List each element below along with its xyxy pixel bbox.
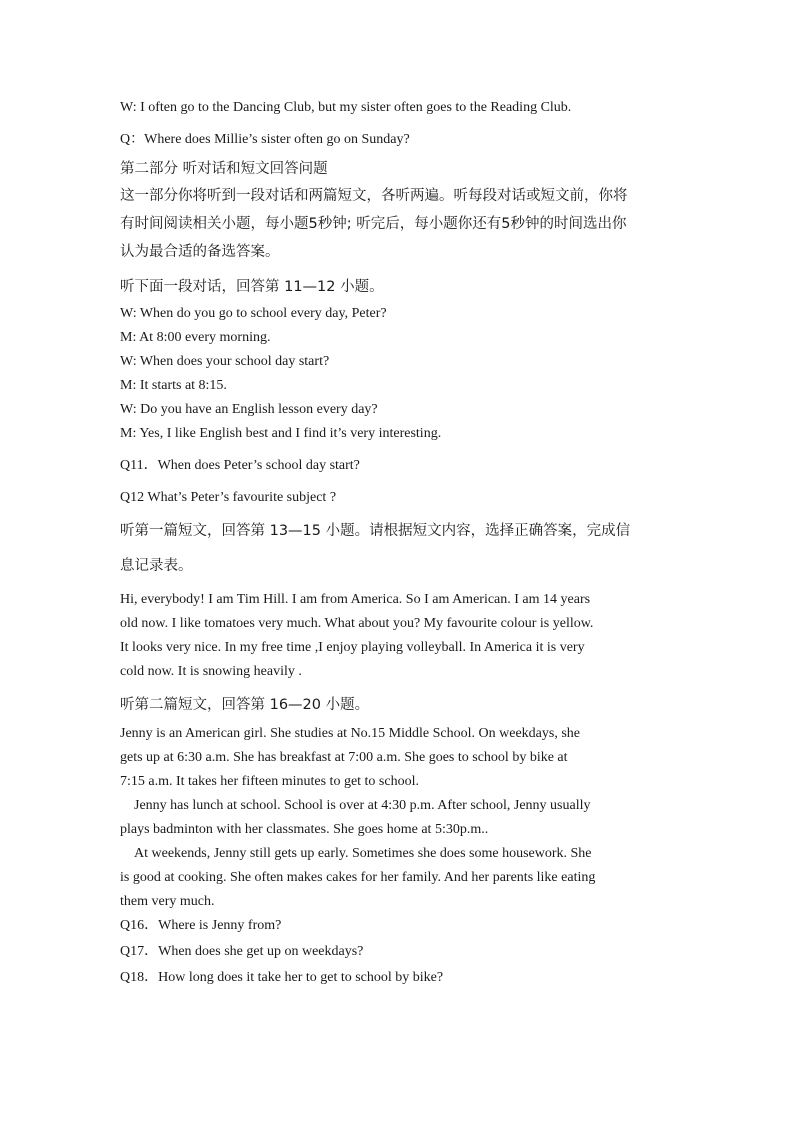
passage2-line: Jenny has lunch at school. School is over at 4:30 p.m. After school, Jenny usually — [134, 798, 591, 813]
part2-instructions — [120, 182, 680, 266]
question-17: Q17．When does she get up on weekdays? — [120, 944, 364, 959]
dialogue-heading: 听下面一段对话，回答第 11—12 小题。 — [120, 279, 384, 295]
passage2-line: 7:15 a.m. It takes her fifteen minutes to get to school. — [120, 774, 419, 789]
question-18: Q18．How long does it take her to get to school by bike? — [120, 970, 444, 985]
exam-page — [120, 96, 680, 990]
dialogue-line: M: It starts at 8:15. — [120, 378, 227, 393]
passage2-line: At weekends, Jenny still gets up early. Sometimes she does some housework. She — [134, 846, 592, 861]
passage2-line: is good at cooking. She often makes cakes for her family. And her parents like eating — [120, 870, 596, 885]
passage1-heading-cont: 息记录表。 — [120, 558, 193, 574]
passage2-line: gets up at 6:30 a.m. She has breakfast at 7:00 a.m. She goes to school by bike at — [120, 750, 568, 765]
dialogue-line: M: Yes, I like English best and I find it’s very interesting. — [120, 426, 442, 441]
instruction-line: 有时间阅读相关小题，每小题5秒钟; 听完后，每小题你还有5秒钟的时间选出你 — [120, 216, 627, 232]
passage1-text — [120, 588, 680, 684]
question-16: Q16．Where is Jenny from? — [120, 918, 282, 933]
passage2-line: plays badminton with her classmates. She goes home at 5:30p.m.. — [120, 822, 489, 837]
instruction-line: 认为最合适的备选答案。 — [120, 244, 280, 260]
dialogue-lines — [120, 302, 680, 446]
dialogue-line: W: When does your school day start? — [120, 354, 330, 369]
dialogue-line: W: When do you go to school every day, Peter? — [120, 306, 387, 321]
passage1-line: old now. I like tomatoes very much. What about you? My favourite colour is yellow. — [120, 616, 594, 631]
passage2-text — [120, 722, 680, 914]
passage2-questions — [120, 914, 680, 990]
passage1-heading: 听第一篇短文，回答第 13—15 小题。请根据短文内容，选择正确答案，完成信 — [120, 523, 631, 539]
passage1-line: Hi, everybody! I am Tim Hill. I am from America. So I am American. I am 14 years — [120, 592, 591, 607]
part2-title: 第二部分 听对话和短文回答问题 — [120, 161, 328, 177]
passage2-heading: 听第二篇短文，回答第 16—20 小题。 — [120, 697, 370, 713]
passage2-line: Jenny is an American girl. She studies at No.15 Middle School. On weekdays, she — [120, 726, 580, 741]
prev-question: Q：Where does Millie’s sister often go on Sunday? — [120, 132, 410, 147]
dialogue-line: M: At 8:00 every morning. — [120, 330, 271, 345]
passage1-line: cold now. It is snowing heavily . — [120, 664, 302, 679]
passage2-line: them very much. — [120, 894, 215, 909]
passage1-line: It looks very nice. In my free time ,I enjoy playing volleyball. In America it is very — [120, 640, 585, 655]
question-11: Q11．When does Peter’s school day start? — [120, 458, 360, 473]
instruction-line: 这一部分你将听到一段对话和两篇短文，各听两遍。听每段对话或短文前，你将 — [120, 188, 628, 204]
dialogue-line: W: Do you have an English lesson every day? — [120, 402, 378, 417]
prev-dialogue-line: W: I often go to the Dancing Club, but my sister often goes to the Reading Club. — [120, 100, 572, 115]
question-12: Q12 What’s Peter’s favourite subject ? — [120, 490, 337, 505]
